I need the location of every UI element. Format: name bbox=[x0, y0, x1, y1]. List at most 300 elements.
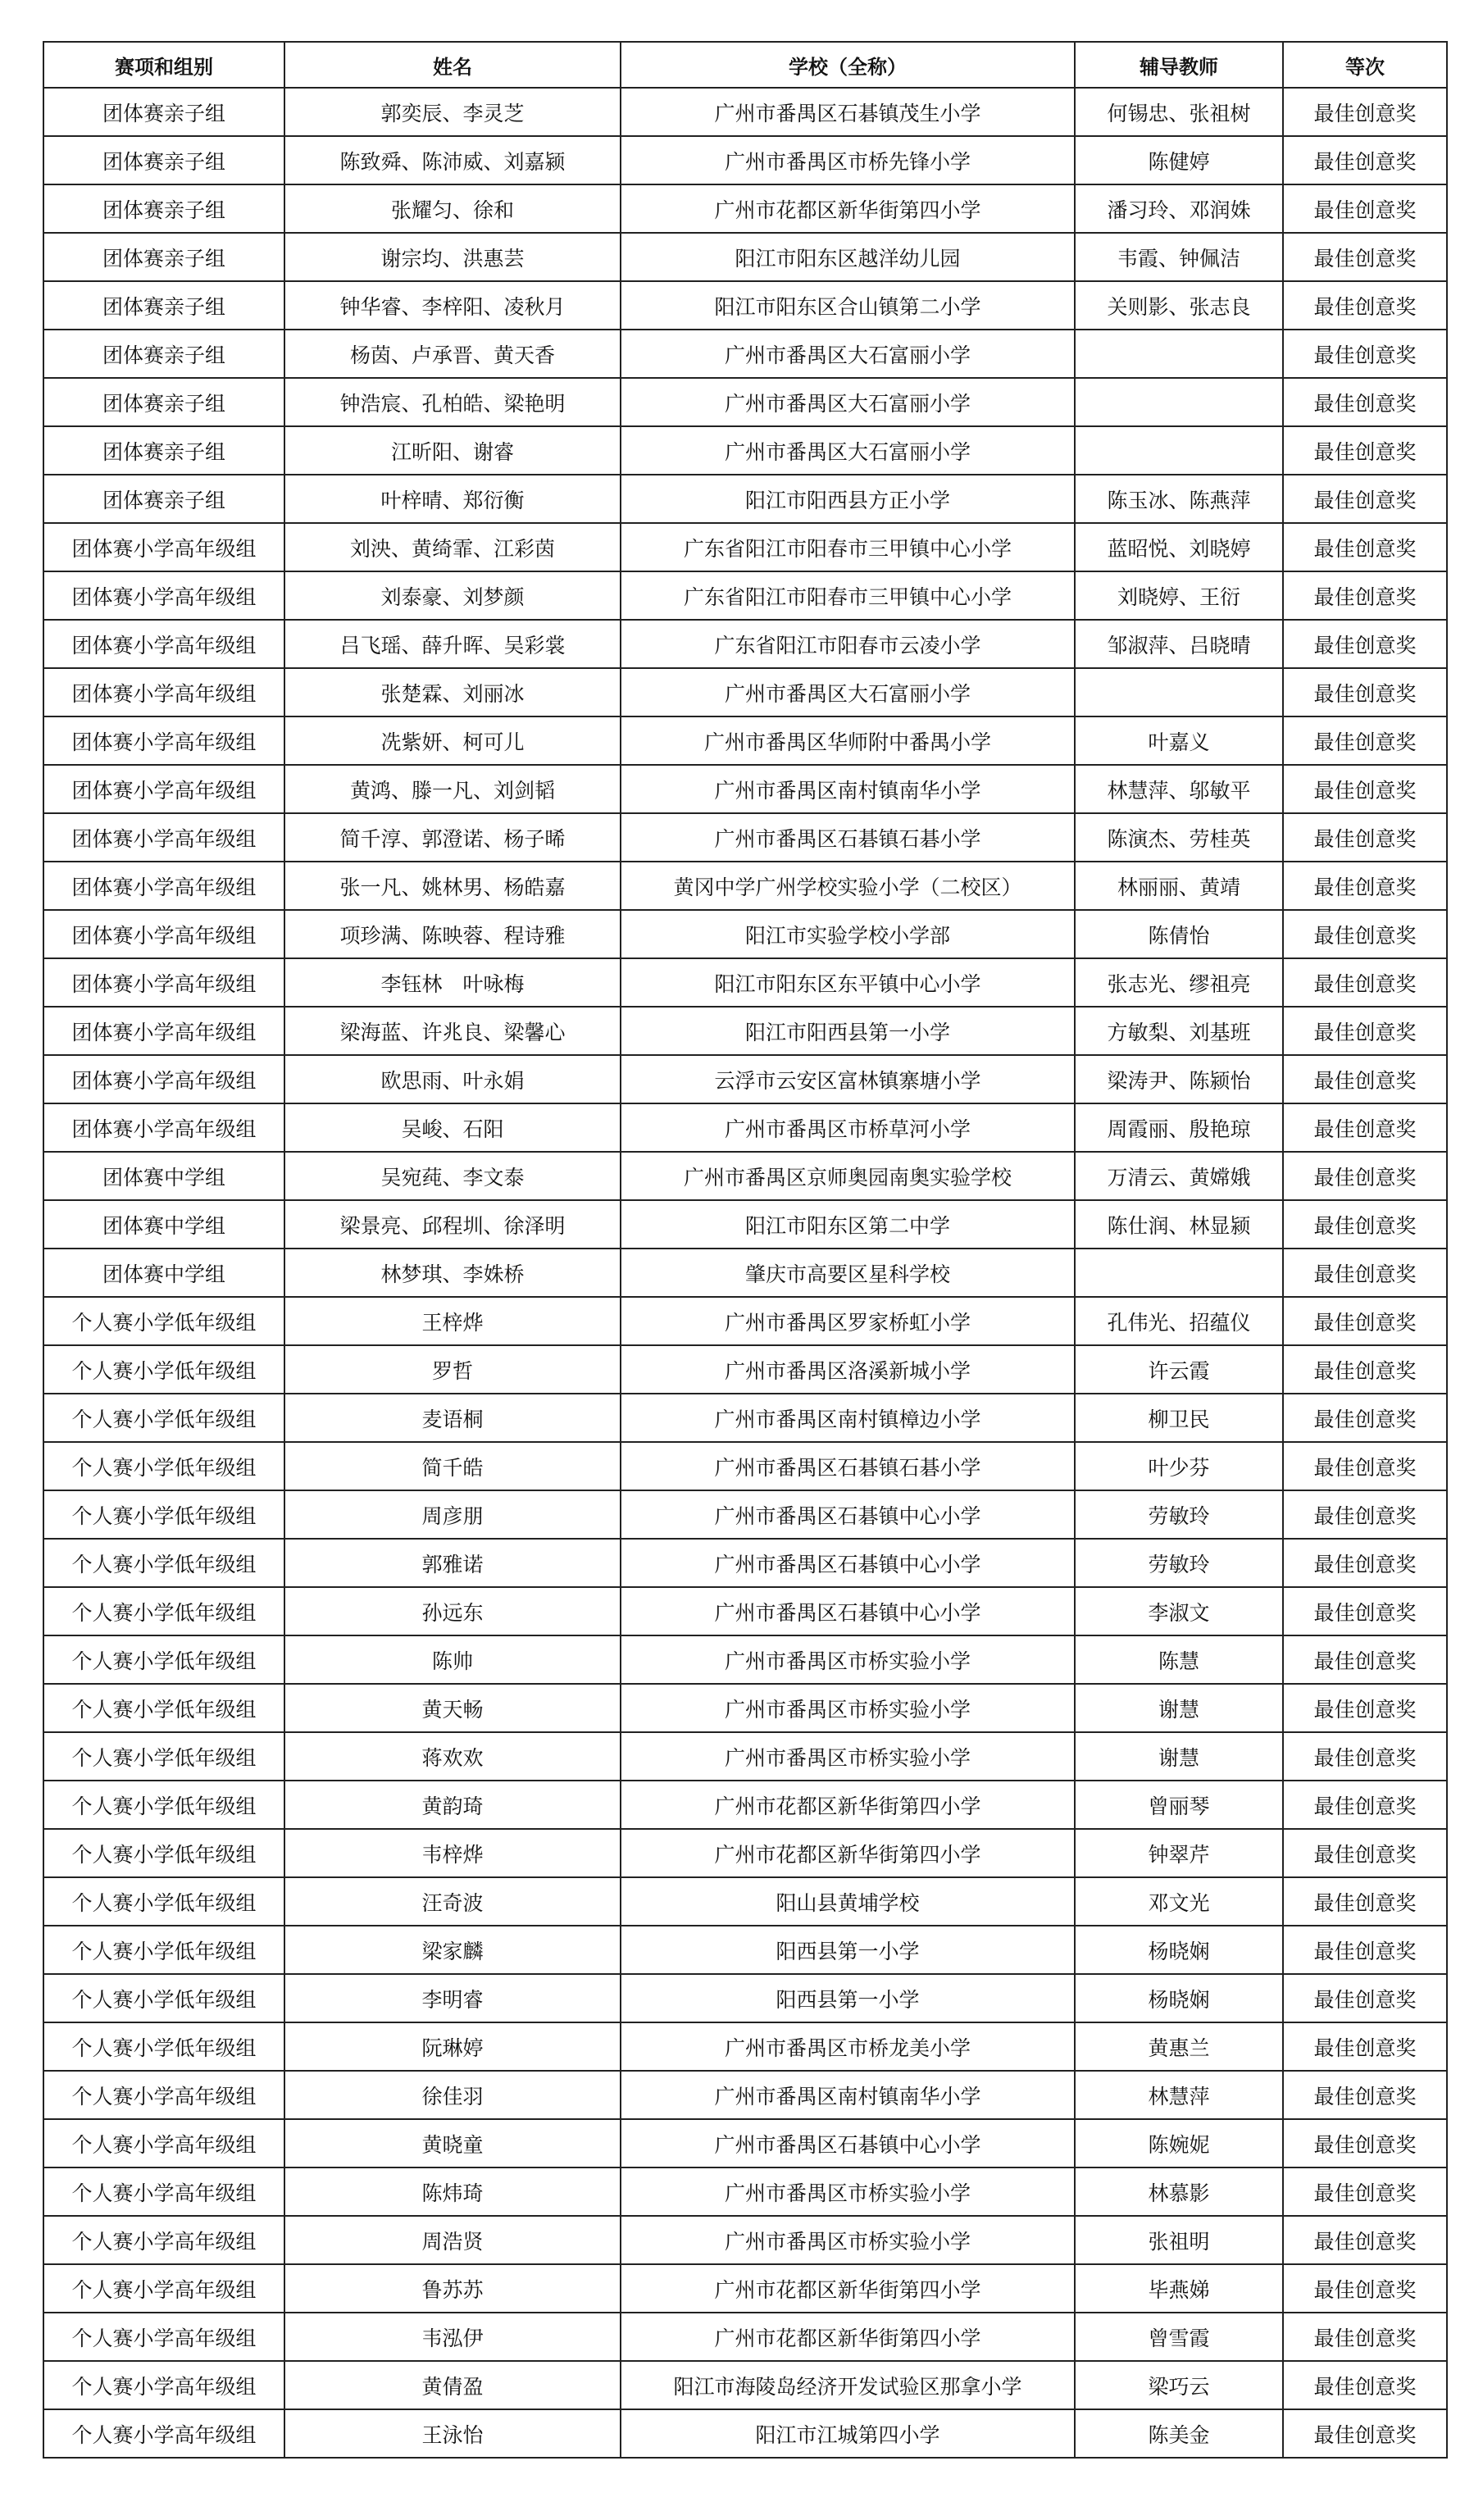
table-row bbox=[43, 523, 1447, 571]
cell-school: 广州市番禺区南村镇南华小学 bbox=[621, 765, 1075, 813]
cell-rank: 最佳创意奖 bbox=[1283, 1345, 1447, 1394]
cell-teacher: 陈美金 bbox=[1075, 2409, 1283, 2458]
table-row bbox=[43, 1877, 1447, 1926]
cell-category: 个人赛小学低年级组 bbox=[43, 1684, 284, 1732]
cell-school: 肇庆市高要区星科学校 bbox=[621, 1249, 1075, 1297]
cell-school: 广州市番禺区南村镇南华小学 bbox=[621, 2071, 1075, 2119]
table-row bbox=[43, 1152, 1447, 1200]
cell-name: 鲁苏苏 bbox=[284, 2264, 621, 2313]
table-row bbox=[43, 1587, 1447, 1635]
cell-school: 广州市花都区新华街第四小学 bbox=[621, 1829, 1075, 1877]
cell-name: 吕飞瑶、薛升晖、吴彩裳 bbox=[284, 620, 621, 668]
cell-category: 团体赛中学组 bbox=[43, 1152, 284, 1200]
cell-school: 阳江市阳东区越洋幼儿园 bbox=[621, 233, 1075, 281]
cell-name: 黄晓童 bbox=[284, 2119, 621, 2167]
cell-name: 项珍满、陈映蓉、程诗雅 bbox=[284, 910, 621, 958]
cell-teacher: 潘习玲、邓润姝 bbox=[1075, 184, 1283, 233]
cell-category: 团体赛小学高年级组 bbox=[43, 1103, 284, 1152]
cell-teacher: 韦霞、钟佩洁 bbox=[1075, 233, 1283, 281]
table-row bbox=[43, 958, 1447, 1007]
cell-name: 王梓烨 bbox=[284, 1297, 621, 1345]
cell-school: 广东省阳江市阳春市云凌小学 bbox=[621, 620, 1075, 668]
cell-name: 孙远东 bbox=[284, 1587, 621, 1635]
cell-school: 广州市番禺区市桥实验小学 bbox=[621, 1635, 1075, 1684]
table-row bbox=[43, 620, 1447, 668]
cell-school: 广州市番禺区大石富丽小学 bbox=[621, 378, 1075, 426]
table-row bbox=[43, 1684, 1447, 1732]
cell-category: 团体赛小学高年级组 bbox=[43, 813, 284, 862]
table-row bbox=[43, 765, 1447, 813]
cell-school: 广州市番禺区市桥龙美小学 bbox=[621, 2022, 1075, 2071]
table-row bbox=[43, 330, 1447, 378]
cell-name: 梁海蓝、许兆良、梁馨心 bbox=[284, 1007, 621, 1055]
cell-name: 黄鸿、滕一凡、刘剑韬 bbox=[284, 765, 621, 813]
cell-school: 阳江市阳西县方正小学 bbox=[621, 475, 1075, 523]
table-row bbox=[43, 813, 1447, 862]
cell-name: 陈炜琦 bbox=[284, 2167, 621, 2216]
cell-school: 广州市番禺区市桥实验小学 bbox=[621, 2216, 1075, 2264]
cell-category: 团体赛小学高年级组 bbox=[43, 620, 284, 668]
cell-school: 广东省阳江市阳春市三甲镇中心小学 bbox=[621, 523, 1075, 571]
cell-category: 个人赛小学低年级组 bbox=[43, 1781, 284, 1829]
cell-rank: 最佳创意奖 bbox=[1283, 2071, 1447, 2119]
cell-teacher: 林丽丽、黄靖 bbox=[1075, 862, 1283, 910]
cell-category: 个人赛小学低年级组 bbox=[43, 1877, 284, 1926]
cell-rank: 最佳创意奖 bbox=[1283, 813, 1447, 862]
cell-name: 张楚霖、刘丽冰 bbox=[284, 668, 621, 716]
cell-teacher: 杨晓娴 bbox=[1075, 1974, 1283, 2022]
cell-rank: 最佳创意奖 bbox=[1283, 958, 1447, 1007]
cell-rank: 最佳创意奖 bbox=[1283, 1007, 1447, 1055]
cell-school: 阳江市海陵岛经济开发试验区那拿小学 bbox=[621, 2361, 1075, 2409]
cell-name: 张一凡、姚林男、杨皓嘉 bbox=[284, 862, 621, 910]
cell-name: 陈帅 bbox=[284, 1635, 621, 1684]
cell-name: 谢宗均、洪惠芸 bbox=[284, 233, 621, 281]
table-row bbox=[43, 1635, 1447, 1684]
cell-rank: 最佳创意奖 bbox=[1283, 523, 1447, 571]
table-row bbox=[43, 136, 1447, 184]
cell-school: 广州市番禺区大石富丽小学 bbox=[621, 330, 1075, 378]
cell-rank: 最佳创意奖 bbox=[1283, 620, 1447, 668]
cell-school: 阳江市江城第四小学 bbox=[621, 2409, 1075, 2458]
cell-rank: 最佳创意奖 bbox=[1283, 136, 1447, 184]
cell-teacher: 林慕影 bbox=[1075, 2167, 1283, 2216]
table-row bbox=[43, 1490, 1447, 1539]
table-row bbox=[43, 1394, 1447, 1442]
cell-category: 个人赛小学低年级组 bbox=[43, 1490, 284, 1539]
cell-teacher: 方敏梨、刘基班 bbox=[1075, 1007, 1283, 1055]
cell-rank: 最佳创意奖 bbox=[1283, 2313, 1447, 2361]
cell-rank: 最佳创意奖 bbox=[1283, 1732, 1447, 1781]
cell-school: 广州市番禺区石碁镇石碁小学 bbox=[621, 813, 1075, 862]
table-row bbox=[43, 1200, 1447, 1249]
cell-school: 广州市番禺区南村镇樟边小学 bbox=[621, 1394, 1075, 1442]
cell-name: 周浩贤 bbox=[284, 2216, 621, 2264]
cell-category: 团体赛小学高年级组 bbox=[43, 958, 284, 1007]
cell-name: 钟华睿、李梓阳、凌秋月 bbox=[284, 281, 621, 330]
cell-category: 个人赛小学低年级组 bbox=[43, 1539, 284, 1587]
cell-category: 个人赛小学低年级组 bbox=[43, 1442, 284, 1490]
award-table bbox=[43, 41, 1448, 2459]
table-row bbox=[43, 2167, 1447, 2216]
table-row bbox=[43, 378, 1447, 426]
table-row bbox=[43, 2216, 1447, 2264]
cell-rank: 最佳创意奖 bbox=[1283, 2119, 1447, 2167]
cell-school: 广州市番禺区罗家桥虹小学 bbox=[621, 1297, 1075, 1345]
cell-school: 阳西县第一小学 bbox=[621, 1974, 1075, 2022]
cell-rank: 最佳创意奖 bbox=[1283, 765, 1447, 813]
cell-school: 广东省阳江市阳春市三甲镇中心小学 bbox=[621, 571, 1075, 620]
cell-rank: 最佳创意奖 bbox=[1283, 378, 1447, 426]
cell-category: 团体赛亲子组 bbox=[43, 426, 284, 475]
cell-category: 个人赛小学高年级组 bbox=[43, 2167, 284, 2216]
cell-rank: 最佳创意奖 bbox=[1283, 910, 1447, 958]
cell-rank: 最佳创意奖 bbox=[1283, 2022, 1447, 2071]
cell-rank: 最佳创意奖 bbox=[1283, 2409, 1447, 2458]
cell-category: 团体赛小学高年级组 bbox=[43, 765, 284, 813]
cell-school: 广州市番禺区市桥实验小学 bbox=[621, 1684, 1075, 1732]
cell-school: 广州市番禺区大石富丽小学 bbox=[621, 426, 1075, 475]
cell-rank: 最佳创意奖 bbox=[1283, 1490, 1447, 1539]
table-row bbox=[43, 668, 1447, 716]
cell-rank: 最佳创意奖 bbox=[1283, 1877, 1447, 1926]
cell-school: 阳江市阳东区合山镇第二小学 bbox=[621, 281, 1075, 330]
table-header bbox=[43, 42, 1447, 88]
cell-rank: 最佳创意奖 bbox=[1283, 1781, 1447, 1829]
cell-rank: 最佳创意奖 bbox=[1283, 426, 1447, 475]
table-row bbox=[43, 184, 1447, 233]
cell-category: 个人赛小学低年级组 bbox=[43, 1926, 284, 1974]
award-list-sheet bbox=[43, 41, 1446, 2459]
cell-category: 个人赛小学高年级组 bbox=[43, 2313, 284, 2361]
cell-category: 个人赛小学低年级组 bbox=[43, 1829, 284, 1877]
table-row bbox=[43, 2264, 1447, 2313]
cell-name: 吴峻、石阳 bbox=[284, 1103, 621, 1152]
table-row bbox=[43, 862, 1447, 910]
cell-school: 阳江市阳西县第一小学 bbox=[621, 1007, 1075, 1055]
cell-rank: 最佳创意奖 bbox=[1283, 2264, 1447, 2313]
cell-category: 团体赛亲子组 bbox=[43, 88, 284, 136]
cell-name: 周彦朋 bbox=[284, 1490, 621, 1539]
cell-rank: 最佳创意奖 bbox=[1283, 233, 1447, 281]
cell-rank: 最佳创意奖 bbox=[1283, 1974, 1447, 2022]
cell-category: 团体赛亲子组 bbox=[43, 281, 284, 330]
cell-rank: 最佳创意奖 bbox=[1283, 1297, 1447, 1345]
cell-category: 个人赛小学高年级组 bbox=[43, 2119, 284, 2167]
cell-category: 个人赛小学低年级组 bbox=[43, 1587, 284, 1635]
cell-category: 团体赛亲子组 bbox=[43, 233, 284, 281]
cell-name: 郭奕辰、李灵芝 bbox=[284, 88, 621, 136]
cell-category: 团体赛中学组 bbox=[43, 1200, 284, 1249]
cell-name: 黄天畅 bbox=[284, 1684, 621, 1732]
cell-category: 团体赛小学高年级组 bbox=[43, 523, 284, 571]
header-teacher: 辅导教师 bbox=[1075, 42, 1283, 88]
cell-school: 广州市番禺区市桥先锋小学 bbox=[621, 136, 1075, 184]
table-row bbox=[43, 2409, 1447, 2458]
cell-name: 林梦琪、李姝桥 bbox=[284, 1249, 621, 1297]
cell-teacher: 林慧萍、邬敏平 bbox=[1075, 765, 1283, 813]
cell-category: 团体赛亲子组 bbox=[43, 330, 284, 378]
cell-category: 团体赛小学高年级组 bbox=[43, 1007, 284, 1055]
cell-teacher: 曾丽琴 bbox=[1075, 1781, 1283, 1829]
cell-teacher bbox=[1075, 378, 1283, 426]
table-row bbox=[43, 1926, 1447, 1974]
table-row bbox=[43, 2361, 1447, 2409]
cell-rank: 最佳创意奖 bbox=[1283, 1200, 1447, 1249]
cell-rank: 最佳创意奖 bbox=[1283, 1152, 1447, 1200]
cell-rank: 最佳创意奖 bbox=[1283, 1926, 1447, 1974]
cell-category: 个人赛小学低年级组 bbox=[43, 1345, 284, 1394]
header-name: 姓名 bbox=[284, 42, 621, 88]
cell-category: 团体赛亲子组 bbox=[43, 475, 284, 523]
cell-name: 黄倩盈 bbox=[284, 2361, 621, 2409]
cell-teacher: 叶少芬 bbox=[1075, 1442, 1283, 1490]
cell-teacher bbox=[1075, 426, 1283, 475]
cell-school: 广州市花都区新华街第四小学 bbox=[621, 2313, 1075, 2361]
cell-name: 钟浩宸、孔柏皓、梁艳明 bbox=[284, 378, 621, 426]
cell-rank: 最佳创意奖 bbox=[1283, 2216, 1447, 2264]
cell-school: 云浮市云安区富林镇寨塘小学 bbox=[621, 1055, 1075, 1103]
header-row bbox=[43, 42, 1447, 88]
cell-teacher: 陈仕润、林显颍 bbox=[1075, 1200, 1283, 1249]
table-row bbox=[43, 1007, 1447, 1055]
cell-rank: 最佳创意奖 bbox=[1283, 184, 1447, 233]
header-category: 赛项和组别 bbox=[43, 42, 284, 88]
cell-name: 吴宛莼、李文泰 bbox=[284, 1152, 621, 1200]
cell-school: 阳江市阳东区东平镇中心小学 bbox=[621, 958, 1075, 1007]
cell-name: 冼紫妍、柯可儿 bbox=[284, 716, 621, 765]
cell-category: 个人赛小学低年级组 bbox=[43, 1974, 284, 2022]
cell-category: 个人赛小学高年级组 bbox=[43, 2361, 284, 2409]
cell-rank: 最佳创意奖 bbox=[1283, 1442, 1447, 1490]
cell-school: 广州市番禺区洛溪新城小学 bbox=[621, 1345, 1075, 1394]
cell-teacher: 张祖明 bbox=[1075, 2216, 1283, 2264]
cell-name: 江昕阳、谢睿 bbox=[284, 426, 621, 475]
cell-name: 韦泓伊 bbox=[284, 2313, 621, 2361]
cell-name: 郭雅诺 bbox=[284, 1539, 621, 1587]
cell-rank: 最佳创意奖 bbox=[1283, 1103, 1447, 1152]
cell-category: 个人赛小学高年级组 bbox=[43, 2216, 284, 2264]
cell-school: 广州市番禺区石碁镇中心小学 bbox=[621, 1539, 1075, 1587]
cell-name: 蒋欢欢 bbox=[284, 1732, 621, 1781]
cell-school: 阳西县第一小学 bbox=[621, 1926, 1075, 1974]
cell-rank: 最佳创意奖 bbox=[1283, 1055, 1447, 1103]
cell-teacher: 柳卫民 bbox=[1075, 1394, 1283, 1442]
cell-name: 简千皓 bbox=[284, 1442, 621, 1490]
table-row bbox=[43, 1103, 1447, 1152]
cell-school: 阳江市阳东区第二中学 bbox=[621, 1200, 1075, 1249]
cell-teacher: 陈演杰、劳桂英 bbox=[1075, 813, 1283, 862]
cell-category: 团体赛亲子组 bbox=[43, 136, 284, 184]
cell-category: 个人赛小学高年级组 bbox=[43, 2409, 284, 2458]
cell-school: 广州市番禺区石碁镇石碁小学 bbox=[621, 1442, 1075, 1490]
table-row bbox=[43, 426, 1447, 475]
cell-teacher: 邹淑萍、吕晓晴 bbox=[1075, 620, 1283, 668]
cell-teacher: 陈健婷 bbox=[1075, 136, 1283, 184]
cell-category: 团体赛亲子组 bbox=[43, 184, 284, 233]
cell-teacher: 邓文光 bbox=[1075, 1877, 1283, 1926]
cell-rank: 最佳创意奖 bbox=[1283, 330, 1447, 378]
table-row bbox=[43, 1345, 1447, 1394]
table-row bbox=[43, 88, 1447, 136]
cell-name: 黄韵琦 bbox=[284, 1781, 621, 1829]
header-rank: 等次 bbox=[1283, 42, 1447, 88]
cell-teacher: 陈玉冰、陈燕萍 bbox=[1075, 475, 1283, 523]
cell-name: 汪奇波 bbox=[284, 1877, 621, 1926]
table-row bbox=[43, 281, 1447, 330]
cell-rank: 最佳创意奖 bbox=[1283, 1829, 1447, 1877]
cell-teacher: 许云霞 bbox=[1075, 1345, 1283, 1394]
cell-school: 广州市番禺区石碁镇茂生小学 bbox=[621, 88, 1075, 136]
cell-teacher: 李淑文 bbox=[1075, 1587, 1283, 1635]
table-row bbox=[43, 910, 1447, 958]
cell-school: 广州市花都区新华街第四小学 bbox=[621, 1781, 1075, 1829]
cell-school: 广州市花都区新华街第四小学 bbox=[621, 2264, 1075, 2313]
table-row bbox=[43, 1829, 1447, 1877]
cell-name: 梁家麟 bbox=[284, 1926, 621, 1974]
cell-name: 刘泰豪、刘梦颜 bbox=[284, 571, 621, 620]
cell-rank: 最佳创意奖 bbox=[1283, 1249, 1447, 1297]
cell-rank: 最佳创意奖 bbox=[1283, 571, 1447, 620]
cell-name: 杨茵、卢承晋、黄天香 bbox=[284, 330, 621, 378]
cell-school: 阳江市实验学校小学部 bbox=[621, 910, 1075, 958]
cell-school: 阳山县黄埔学校 bbox=[621, 1877, 1075, 1926]
table-row bbox=[43, 571, 1447, 620]
cell-rank: 最佳创意奖 bbox=[1283, 716, 1447, 765]
cell-name: 刘泱、黄绮霏、江彩茵 bbox=[284, 523, 621, 571]
cell-teacher: 杨晓娴 bbox=[1075, 1926, 1283, 1974]
table-row bbox=[43, 2313, 1447, 2361]
cell-category: 团体赛小学高年级组 bbox=[43, 910, 284, 958]
cell-school: 广州市番禺区大石富丽小学 bbox=[621, 668, 1075, 716]
cell-name: 麦语桐 bbox=[284, 1394, 621, 1442]
cell-name: 罗哲 bbox=[284, 1345, 621, 1394]
cell-school: 广州市番禺区石碁镇中心小学 bbox=[621, 2119, 1075, 2167]
cell-teacher: 张志光、缪祖亮 bbox=[1075, 958, 1283, 1007]
cell-school: 广州市番禺区市桥实验小学 bbox=[621, 2167, 1075, 2216]
cell-name: 李钰林 叶咏梅 bbox=[284, 958, 621, 1007]
cell-name: 徐佳羽 bbox=[284, 2071, 621, 2119]
cell-category: 个人赛小学低年级组 bbox=[43, 2022, 284, 2071]
cell-teacher: 毕燕娣 bbox=[1075, 2264, 1283, 2313]
cell-teacher: 刘晓婷、王衍 bbox=[1075, 571, 1283, 620]
cell-teacher: 蓝昭悦、刘晓婷 bbox=[1075, 523, 1283, 571]
cell-teacher: 梁涛尹、陈颍怡 bbox=[1075, 1055, 1283, 1103]
cell-category: 个人赛小学低年级组 bbox=[43, 1394, 284, 1442]
table-row bbox=[43, 1297, 1447, 1345]
table-row bbox=[43, 1055, 1447, 1103]
cell-teacher: 梁巧云 bbox=[1075, 2361, 1283, 2409]
table-row bbox=[43, 1732, 1447, 1781]
cell-category: 团体赛小学高年级组 bbox=[43, 571, 284, 620]
table-row bbox=[43, 1781, 1447, 1829]
cell-teacher: 周霞丽、殷艳琼 bbox=[1075, 1103, 1283, 1152]
cell-category: 个人赛小学低年级组 bbox=[43, 1635, 284, 1684]
table-row bbox=[43, 2071, 1447, 2119]
cell-category: 团体赛小学高年级组 bbox=[43, 862, 284, 910]
table-row bbox=[43, 2119, 1447, 2167]
cell-name: 陈致舜、陈沛威、刘嘉颍 bbox=[284, 136, 621, 184]
cell-rank: 最佳创意奖 bbox=[1283, 1635, 1447, 1684]
cell-category: 个人赛小学高年级组 bbox=[43, 2264, 284, 2313]
cell-category: 团体赛小学高年级组 bbox=[43, 668, 284, 716]
cell-category: 个人赛小学高年级组 bbox=[43, 2071, 284, 2119]
cell-teacher: 何锡忠、张祖树 bbox=[1075, 88, 1283, 136]
table-row bbox=[43, 1249, 1447, 1297]
cell-rank: 最佳创意奖 bbox=[1283, 475, 1447, 523]
cell-teacher: 谢慧 bbox=[1075, 1684, 1283, 1732]
cell-name: 李明睿 bbox=[284, 1974, 621, 2022]
table-row bbox=[43, 475, 1447, 523]
cell-rank: 最佳创意奖 bbox=[1283, 668, 1447, 716]
cell-name: 叶梓晴、郑衍衡 bbox=[284, 475, 621, 523]
cell-school: 广州市番禺区华师附中番禺小学 bbox=[621, 716, 1075, 765]
cell-category: 个人赛小学低年级组 bbox=[43, 1732, 284, 1781]
cell-teacher: 陈婉妮 bbox=[1075, 2119, 1283, 2167]
cell-school: 黄冈中学广州学校实验小学（二校区） bbox=[621, 862, 1075, 910]
table-row bbox=[43, 1442, 1447, 1490]
cell-teacher: 关则影、张志良 bbox=[1075, 281, 1283, 330]
cell-school: 广州市花都区新华街第四小学 bbox=[621, 184, 1075, 233]
cell-category: 团体赛亲子组 bbox=[43, 378, 284, 426]
cell-rank: 最佳创意奖 bbox=[1283, 281, 1447, 330]
cell-teacher: 曾雪霞 bbox=[1075, 2313, 1283, 2361]
cell-rank: 最佳创意奖 bbox=[1283, 862, 1447, 910]
cell-teacher bbox=[1075, 668, 1283, 716]
cell-name: 阮琳婷 bbox=[284, 2022, 621, 2071]
cell-teacher: 孔伟光、招蕴仪 bbox=[1075, 1297, 1283, 1345]
cell-category: 团体赛小学高年级组 bbox=[43, 1055, 284, 1103]
cell-rank: 最佳创意奖 bbox=[1283, 1394, 1447, 1442]
table-row bbox=[43, 1539, 1447, 1587]
cell-name: 韦梓烨 bbox=[284, 1829, 621, 1877]
cell-category: 团体赛小学高年级组 bbox=[43, 716, 284, 765]
table-body bbox=[43, 88, 1447, 2458]
cell-teacher: 劳敏玲 bbox=[1075, 1539, 1283, 1587]
cell-rank: 最佳创意奖 bbox=[1283, 1539, 1447, 1587]
cell-name: 简千淳、郭澄诺、杨子晞 bbox=[284, 813, 621, 862]
cell-school: 广州市番禺区市桥草河小学 bbox=[621, 1103, 1075, 1152]
cell-teacher: 黄惠兰 bbox=[1075, 2022, 1283, 2071]
cell-teacher bbox=[1075, 1249, 1283, 1297]
cell-rank: 最佳创意奖 bbox=[1283, 2361, 1447, 2409]
cell-category: 个人赛小学低年级组 bbox=[43, 1297, 284, 1345]
table-row bbox=[43, 233, 1447, 281]
cell-category: 团体赛中学组 bbox=[43, 1249, 284, 1297]
table-row bbox=[43, 1974, 1447, 2022]
header-school: 学校（全称） bbox=[621, 42, 1075, 88]
cell-school: 广州市番禺区市桥实验小学 bbox=[621, 1732, 1075, 1781]
table-row bbox=[43, 716, 1447, 765]
cell-rank: 最佳创意奖 bbox=[1283, 88, 1447, 136]
cell-name: 欧思雨、叶永娟 bbox=[284, 1055, 621, 1103]
table-row bbox=[43, 2022, 1447, 2071]
cell-teacher bbox=[1075, 330, 1283, 378]
cell-teacher: 谢慧 bbox=[1075, 1732, 1283, 1781]
cell-teacher: 陈倩怡 bbox=[1075, 910, 1283, 958]
cell-name: 梁景亮、邱程圳、徐泽明 bbox=[284, 1200, 621, 1249]
cell-name: 张耀匀、徐和 bbox=[284, 184, 621, 233]
cell-school: 广州市番禺区京师奥园南奥实验学校 bbox=[621, 1152, 1075, 1200]
cell-rank: 最佳创意奖 bbox=[1283, 2167, 1447, 2216]
cell-teacher: 钟翠芹 bbox=[1075, 1829, 1283, 1877]
cell-school: 广州市番禺区石碁镇中心小学 bbox=[621, 1587, 1075, 1635]
cell-school: 广州市番禺区石碁镇中心小学 bbox=[621, 1490, 1075, 1539]
cell-rank: 最佳创意奖 bbox=[1283, 1684, 1447, 1732]
cell-rank: 最佳创意奖 bbox=[1283, 1587, 1447, 1635]
cell-teacher: 万清云、黄嫦娥 bbox=[1075, 1152, 1283, 1200]
cell-teacher: 叶嘉义 bbox=[1075, 716, 1283, 765]
